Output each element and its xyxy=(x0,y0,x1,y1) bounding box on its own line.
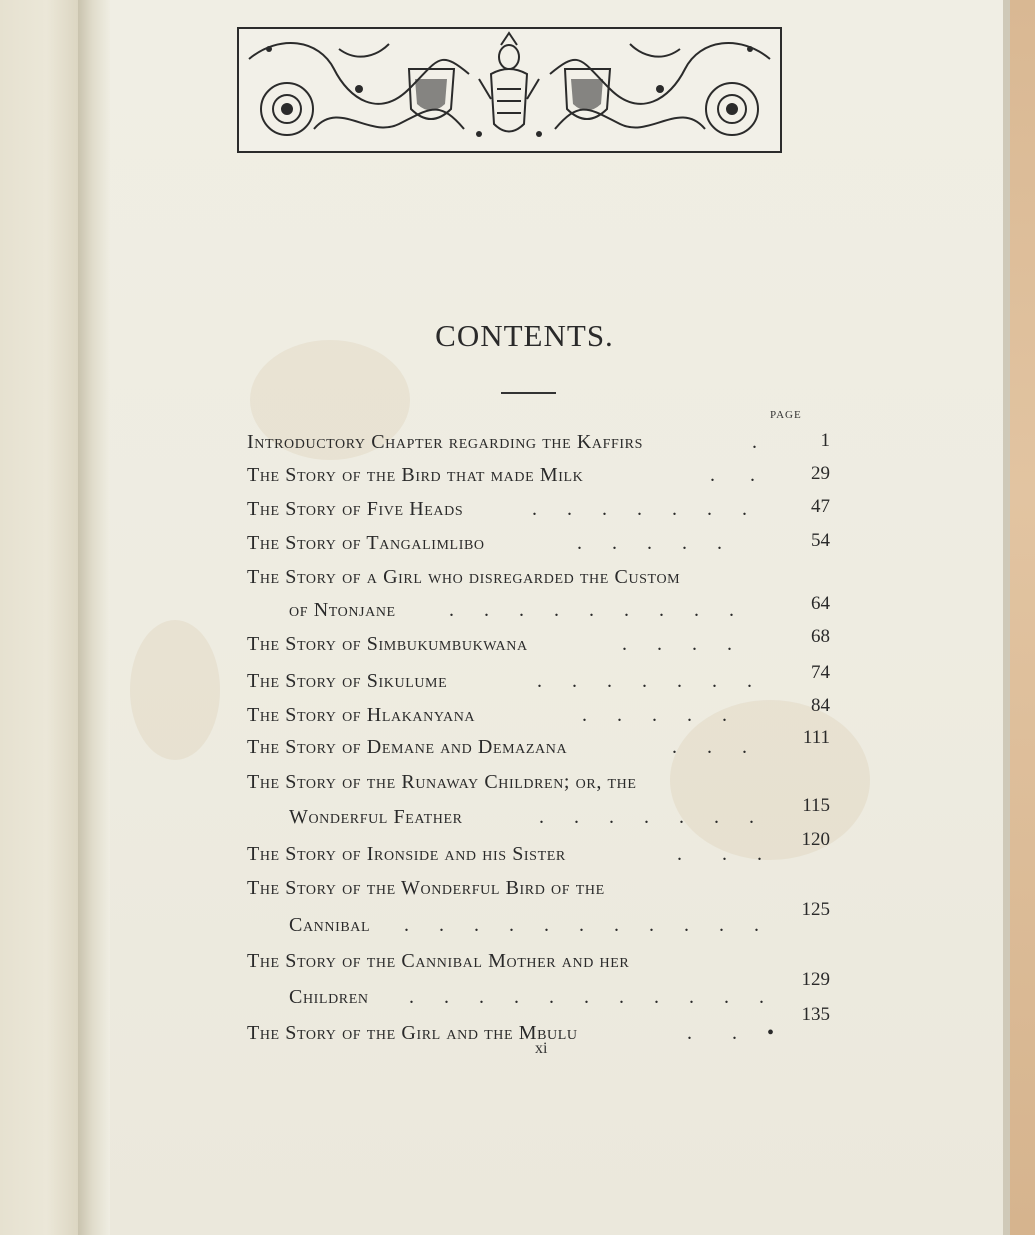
toc-entry: The Story of Simbukumbukwana . . . . xyxy=(247,633,732,655)
toc-page-number: 135 xyxy=(801,1004,830,1025)
toc-entry: The Story of Sikulume . . . . . . . xyxy=(247,670,752,692)
toc-entry-continued: of Ntonjane . . . . . . . . . xyxy=(289,599,734,621)
toc-entry: The Story of the Girl and the Mbulu . . • xyxy=(247,1022,775,1044)
toc-page-number: 64 xyxy=(811,593,830,614)
toc-page-number: 84 xyxy=(811,695,830,716)
toc-page-number: 68 xyxy=(811,626,830,647)
page-folio: xi xyxy=(535,1040,548,1057)
page-title: CONTENTS. xyxy=(435,318,614,353)
toc-entry: The Story of Hlakanyana . . . . . xyxy=(247,704,727,726)
page-column-label: PAGE xyxy=(770,409,802,421)
toc-page-number: 111 xyxy=(802,727,830,748)
toc-page-number: 115 xyxy=(802,795,830,816)
toc-entry: The Story of the Wonderful Bird of the xyxy=(247,877,605,899)
toc-entry: The Story of Demane and Demazana . . . xyxy=(247,736,747,758)
toc-page-number: 129 xyxy=(801,969,830,990)
toc-entry-continued: Children . . . . . . . . . . . xyxy=(289,986,764,1008)
toc-entry: The Story of Tangalimlibo . . . . . xyxy=(247,532,722,554)
toc-page-number: 1 xyxy=(820,430,830,451)
toc-entry: The Story of Five Heads . . . . . . . xyxy=(247,498,747,520)
toc-page-number: 120 xyxy=(801,829,830,850)
toc-entry: The Story of the Runaway Children; or, the xyxy=(247,771,637,793)
toc-page-number: 74 xyxy=(811,662,830,683)
toc-page-number: 29 xyxy=(811,463,830,484)
toc-entry: The Story of Ironside and his Sister . . . xyxy=(247,843,762,865)
toc-entry: The Story of the Bird that made Milk . . xyxy=(247,464,755,486)
toc-entry: The Story of the Cannibal Mother and her xyxy=(247,950,630,972)
toc-page-number: 125 xyxy=(801,899,830,920)
toc-entry-continued: Wonderful Feather . . . . . . . xyxy=(289,806,754,828)
toc-page-number: 54 xyxy=(811,530,830,551)
toc-page-number: 47 xyxy=(811,496,830,517)
toc-entry-continued: Cannibal . . . . . . . . . . . xyxy=(289,914,759,936)
toc-entry: The Story of a Girl who disregarded the Custom xyxy=(247,566,681,588)
toc-entry: Introductory Chapter regarding the Kaffirs . xyxy=(247,431,757,453)
